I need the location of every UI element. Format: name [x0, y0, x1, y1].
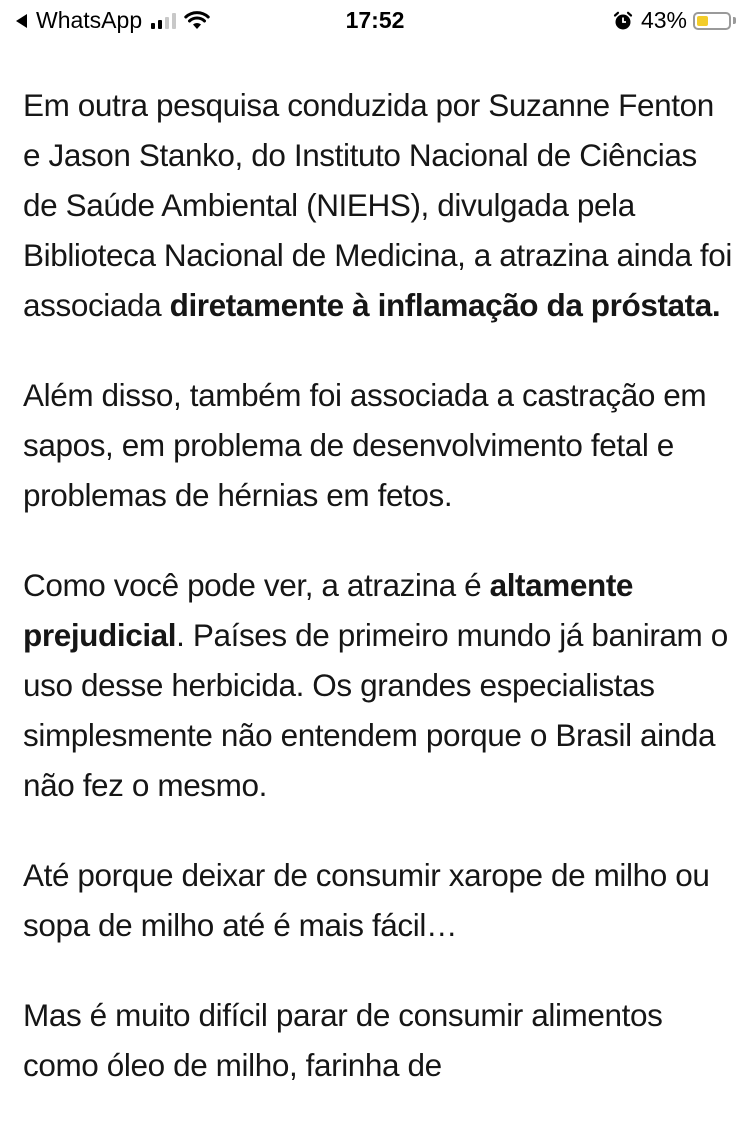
paragraph-3-bold: altamente prejudicial: [23, 567, 634, 653]
article-body: [23, 80, 735, 1130]
paragraph-5-text: Mas é muito difícil parar de consumir alimentos como óleo de milho, farinha de: [23, 997, 663, 1083]
battery-icon: [693, 12, 731, 30]
paragraph-4: [23, 850, 735, 950]
battery-percent: 43%: [640, 7, 687, 33]
paragraph-1-text: Em outra pesquisa conduzida por Suzanne Fenton e Jason Stanko, do Instituto Nacional de Ciências de Saúde Ambiental (NIEHS), divulgada pela Biblioteca Nacional de Medicina, a atrazina ainda foi associada: [23, 87, 732, 323]
clock: 17:52: [345, 7, 405, 33]
paragraph-2-text: Além disso, também foi associada a castração em sapos, em problema de desenvolvimento fetal e problemas de hérnias em fetos.: [23, 377, 707, 513]
battery-cap: [733, 17, 736, 24]
back-app-label: WhatsApp: [36, 7, 143, 33]
paragraph-1-bold: diretamente à inflamação da próstata: [169, 287, 712, 323]
paragraph-3-start: Como você pode ver, a atrazina é: [23, 567, 490, 603]
paragraph-1: [23, 80, 735, 330]
status-bar: [0, 0, 750, 42]
paragraph-4-text: Até porque deixar de consumir xarope de milho ou sopa de milho até é mais fácil…: [23, 857, 710, 943]
alarm-icon: [613, 11, 633, 31]
paragraph-3: [23, 560, 735, 810]
battery-fill: [697, 16, 708, 26]
paragraph-1-end: .: [711, 287, 721, 323]
paragraph-5: [23, 990, 735, 1090]
paragraph-2: [23, 370, 735, 520]
paragraph-3-end: . Países de primeiro mundo já baniram o uso desse herbicida. Os grandes especialistas simplesmente não entendem porque o Brasil ainda não fez o mesmo.: [23, 617, 728, 803]
